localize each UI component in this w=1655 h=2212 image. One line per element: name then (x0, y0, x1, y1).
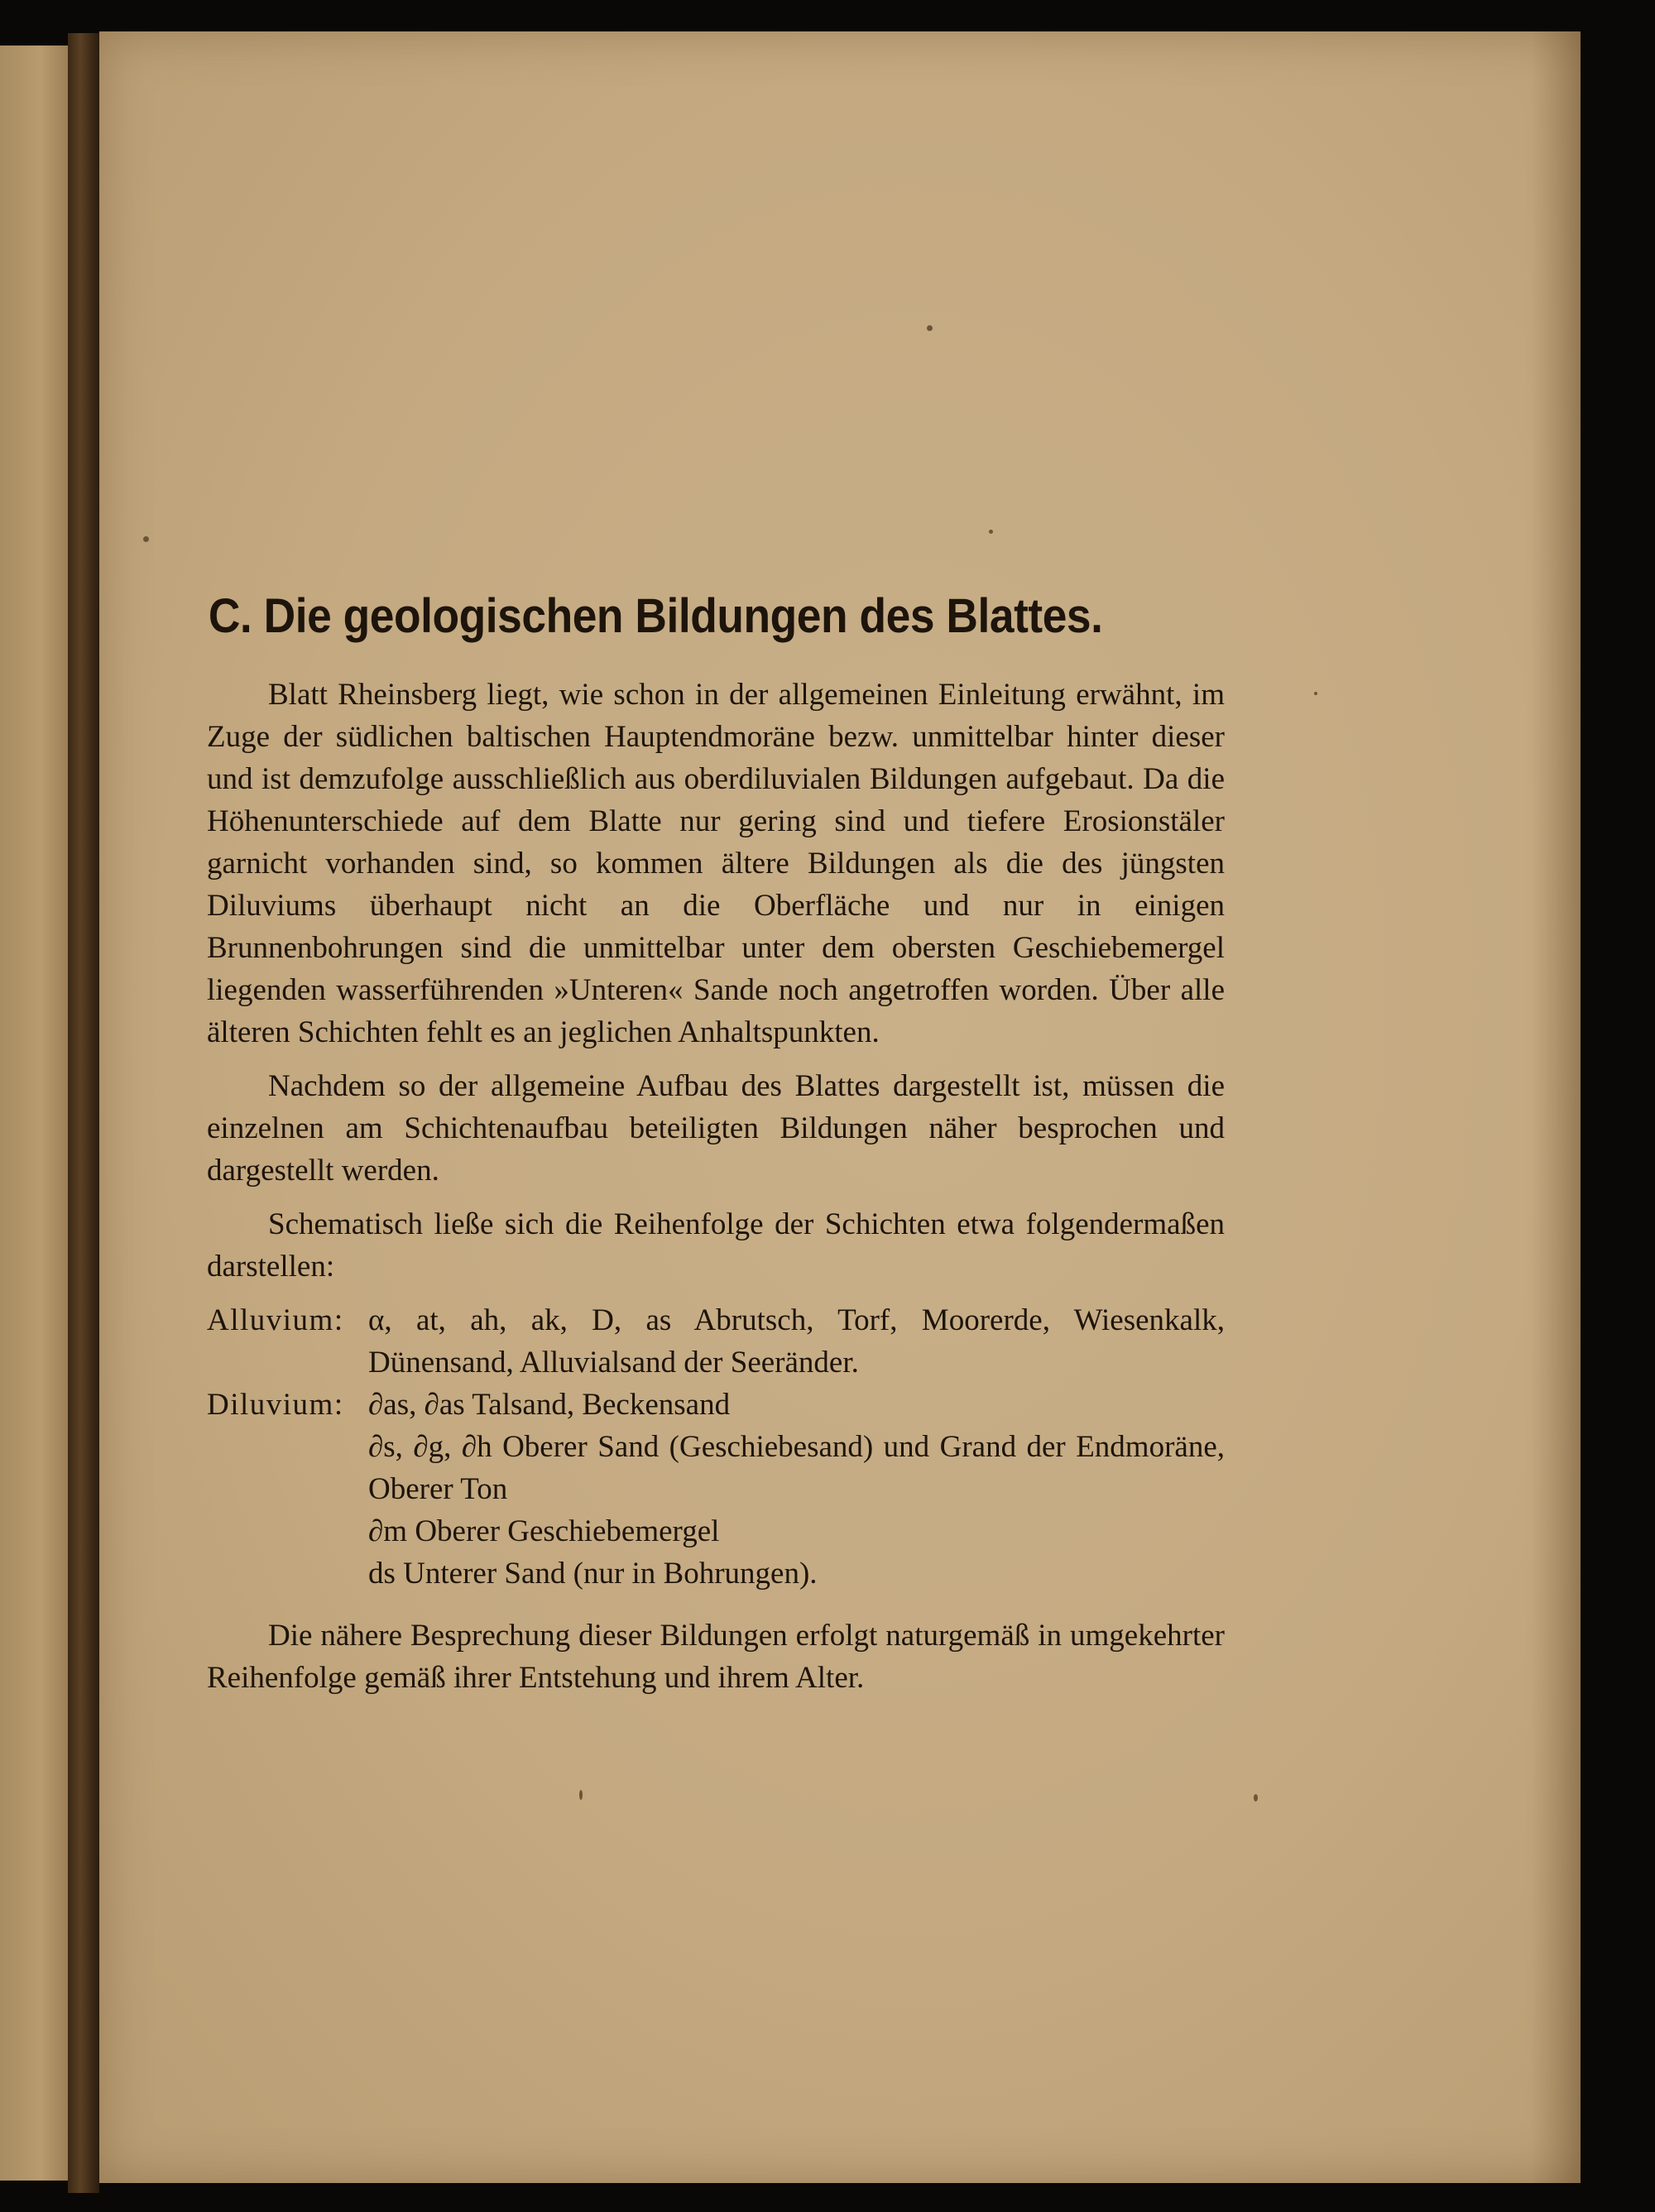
paper-speck (579, 1790, 583, 1800)
stratigraphy-diluvium (207, 1384, 1225, 1595)
alluvium-line: α, at, ah, ak, D, as Abrutsch, Torf, Moorerde, Wiesenkalk, Dünensand, Alluvialsand der Seeränder. (368, 1303, 1225, 1380)
paragraph: Schematisch ließe sich die Reihenfolge der Schichten etwa folgendermaßen darstellen: (207, 1207, 1225, 1284)
stratigraphy-alluvium (207, 1299, 1225, 1384)
alluvium-units (368, 1299, 1225, 1384)
paragraph: Blatt Rheinsberg liegt, wie schon in der allgemeinen Einleitung erwähnt, im Zuge der südlichen baltischen Hauptendmoräne bezw. unmittelbar hinter dieser und ist demzufolge ausschließlich aus oberdiluvialen Bildungen aufgebaut. Da die Höhenunterschiede auf dem Blatte nur gering sind und tiefere Erosionstäler garnicht vorhanden sind, so kommen ältere Bildungen als die des jüngsten Diluviums überhaupt nicht an die Oberfläche und nur in einigen Brunnenbohrungen sind die unmittelbar unter dem obersten Geschiebemergel liegenden wasserführenden »Unteren« Sande noch angetroffen worden. Über alle älteren Schichten fehlt es an jeglichen Anhaltspunkten. (207, 678, 1225, 1049)
paper-speck (927, 325, 933, 331)
diluvium-line: ∂s, ∂g, ∂h Oberer Sand (Geschiebesand) und Grand der Endmoräne, Oberer Ton (368, 1430, 1225, 1506)
paper-speck (989, 530, 993, 534)
paragraph: Nachdem so der allgemeine Aufbau des Blattes dargestellt ist, müssen die einzelnen am Schichtenaufbau beteiligten Bildungen näher besprochen und dargestellt werden. (207, 1069, 1225, 1188)
page-text (207, 588, 1225, 1711)
diluvium-line: ∂as, ∂as Talsand, Beckensand (368, 1388, 731, 1422)
left-page-edge (0, 46, 68, 2181)
paper-speck (143, 536, 149, 542)
diluvium-line: ds Unterer Sand (nur in Bohrungen). (368, 1557, 818, 1591)
section-heading: C. Die geologischen Bildungen des Blattes. (208, 589, 1103, 643)
diluvium-line: ∂m Oberer Geschiebemergel (368, 1514, 720, 1548)
page-edge-shadow (1531, 31, 1581, 2183)
book-gutter (68, 33, 99, 2193)
paper-speck (1254, 1794, 1258, 1802)
paper-speck (1314, 692, 1317, 695)
diluvium-label: Diluvium: (207, 1388, 344, 1422)
closing-paragraph: Die nähere Besprechung dieser Bildungen erfolgt naturgemäß in umgekehrter Reihenfolge gemäß ihrer Entstehung und ihrem Alter. (207, 1619, 1225, 1695)
diluvium-units (368, 1384, 1225, 1595)
alluvium-label: Alluvium: (207, 1303, 344, 1337)
